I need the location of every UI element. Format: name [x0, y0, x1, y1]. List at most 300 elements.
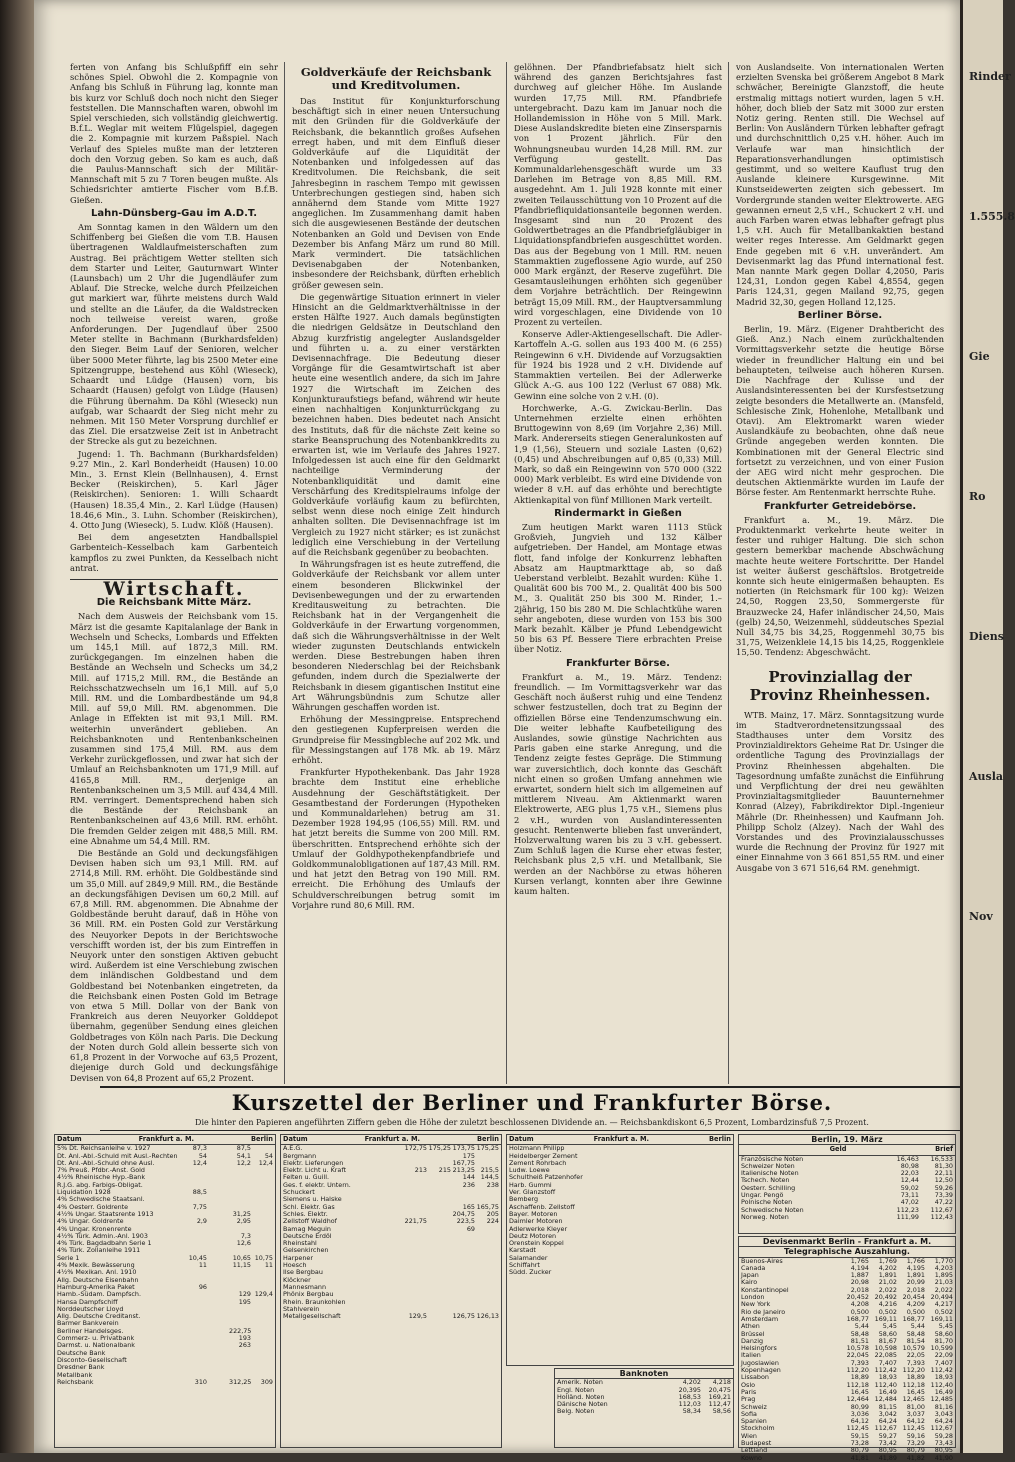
security-name: Belg. Noten — [557, 1407, 595, 1416]
price-cell: 73,42 — [878, 1439, 897, 1448]
price-cell — [427, 1306, 451, 1313]
price-cell — [659, 1262, 683, 1269]
security-name: Hoesch — [283, 1261, 307, 1270]
price-cell — [635, 1167, 659, 1174]
price-cell — [185, 1350, 207, 1357]
price-cell: 41,90 — [934, 1453, 953, 1462]
price-cell: 58,34 — [682, 1407, 701, 1416]
table-row — [281, 1269, 501, 1276]
price-cell — [403, 1255, 427, 1262]
article-text: Nach dem Ausweis der Reichsbank vom 15. März ist die gesamte Kapitalanlage der Bank in Wechseln und Schecks, Lombards und Effekten um 145,1 Mill. auf 1872,3 Mill. RM. zurückgegangen. Im einzelnen haben die Bestände an Wechseln und Schecks um 34,2 Mill. auf 1715,2 Mill. RM., die Bestände an Reichsschatzwechseln um 16,1 Mill. auf 5,0 Mill. RM. und die Lombardbestände um 94,8 Mill. auf 59,0 Mill. RM. abgenommen. Die Anlage in Effekten ist mit 93,1 Mill. RM. weiterhin unverändert geblieben. An Reichsbanknoten und Rentenbankscheinen zusammen sind 175,4 Mill. RM. aus dem Verkehr zurückgeflossen, und zwar hat sich der Umlauf an Reichsbanknoten um 171,9 Mill. auf 4165,8 Mill. RM., derjenige an Rentenbankscheinen um 3,5 Mill. auf 434,4 Mill. RM. verringert. Dementsprechend haben sich die Bestände der Reichsbank an Rentenbankscheinen auf 43,6 Mill. RM. erhöht. Die fremden Gelder zeigen mit 488,5 Mill. RM. eine Abnahme um 54,4 Mill. RM. — [70, 611, 278, 846]
security-name: 4% Oesterr. Goldrente — [57, 1202, 129, 1211]
price-cell: 221,75 — [404, 1217, 427, 1226]
price-cell — [207, 1153, 229, 1160]
header-cell: Berlin — [709, 1135, 731, 1143]
price-cell — [635, 1153, 659, 1160]
price-cell — [207, 1240, 229, 1247]
price-cell — [207, 1291, 229, 1298]
security-name: Liquidation 1928 — [57, 1188, 111, 1197]
price-cell — [683, 1218, 707, 1225]
price-cell: 22,085 — [874, 1351, 897, 1360]
security-name: Kopenhagen — [741, 1366, 781, 1375]
column-divider — [728, 62, 729, 1084]
price-cell — [635, 1255, 659, 1262]
security-name: Sofia — [741, 1409, 757, 1418]
price-cell: 112,18 — [902, 1380, 925, 1389]
price-cell — [475, 1284, 499, 1291]
price-cell: 20,98 — [850, 1278, 869, 1287]
price-cell: 4,203 — [934, 1263, 953, 1272]
security-name: Schl. Elektr. Gas — [283, 1202, 335, 1211]
section-rule — [100, 1086, 964, 1088]
price-cell: 81,70 — [934, 1336, 953, 1345]
article-text: Jugend: 1. Th. Bachmann (Burkhardsfelden) 9.27 Min., 2. Karl Bonderheidt (Hausen) 10.00 Min., 3. Ernst Klein (Bellnhausen), 4. Ernst Becker (Reiskirchen), 5. Karl Jäger (Reiskirchen). Senioren: 1. Willi Schaardt (Hausen) 18.35,4 Min., 2. Karl Lüdge (Hausen) 18.46,6 Min., 3. Luhn. Schomber (Reiskirchen), 4. Otto Jung (Wieseck), 5. Ludw. Klöß (Hausen). — [70, 448, 278, 530]
price-cell — [475, 1291, 499, 1298]
price-cell: 167,75 — [452, 1158, 475, 1167]
price-cell: 73,29 — [906, 1439, 925, 1448]
price-cell: 1,887 — [850, 1271, 869, 1280]
price-cell — [635, 1226, 659, 1233]
security-name: Amsterdam — [741, 1314, 779, 1323]
security-name: Oesterr. Schilling — [741, 1183, 796, 1192]
price-cell: 7,393 — [906, 1358, 925, 1367]
table-row — [507, 1240, 733, 1247]
price-cell — [427, 1211, 451, 1218]
price-cell: 7,75 — [192, 1202, 207, 1211]
price-cell — [185, 1320, 207, 1327]
security-name: Bamag Meguin — [283, 1224, 331, 1233]
price-cell — [251, 1328, 273, 1335]
table-row — [281, 1255, 501, 1262]
security-name: Buenos-Aires — [741, 1256, 783, 1265]
price-cell: 213,25 — [452, 1166, 475, 1175]
price-cell — [683, 1211, 707, 1218]
security-name: Jugoslawien — [741, 1358, 779, 1367]
price-cell — [475, 1255, 499, 1262]
price-cell: 21,02 — [878, 1278, 897, 1287]
article-text: Frankfurter Hypothekenbank. Das Jahr 1928 brachte dem Institut eine erhebliche Ausdehnung der Geschäftstätigkeit. Der Gesamtbestand der Forderungen (Hypotheken und Kommunaldarlehen) betrug am 31. Dezember 1928 194,95 (106,55) Mill. RM. und hat jetzt bereits die Summe von 200 Mill. RM. überschritten. Entsprechend erhöhte sich der Umlauf der Goldhypothekenpfandbriefe und Goldkommunalobligationen auf 187,43 Mill. RM. und hat jetzt den Betrag von 190 Mill. RM. erreicht. Die Erhöhung des Umlaufs der Schuldverschreibungen betrug somit im Vorjahre rund 80,6 Mill. RM. — [292, 767, 500, 910]
price-cell — [427, 1189, 451, 1196]
price-cell: 10,598 — [874, 1344, 897, 1353]
security-name: 4% Mexik. Bewässerung — [57, 1261, 135, 1270]
security-name: Elektr. Lieferungen — [283, 1158, 344, 1167]
security-name: Brüssel — [741, 1329, 765, 1338]
price-cell — [683, 1269, 707, 1276]
price-cell — [207, 1174, 229, 1181]
header-cell: Frankfurt a. M. — [364, 1135, 421, 1143]
adjacent-page-edge — [960, 0, 1015, 1453]
price-cell: 144,5 — [480, 1173, 499, 1182]
page-fragment-text: Rinder — [969, 70, 1011, 83]
price-cell — [403, 1284, 427, 1291]
price-cell — [475, 1262, 499, 1269]
header-cell: Datum — [283, 1135, 308, 1143]
price-cell: 22,09 — [934, 1351, 953, 1360]
security-name: Norddeutscher Lloyd — [57, 1304, 124, 1313]
price-cell: 7,407 — [878, 1358, 897, 1367]
price-cell — [451, 1269, 475, 1276]
price-cell: 73,39 — [934, 1191, 953, 1200]
price-cell — [707, 1167, 731, 1174]
price-cell: 215 — [438, 1166, 451, 1175]
price-cell — [207, 1262, 229, 1269]
section-heading: Rindermarkt in Gießen — [554, 507, 682, 519]
newspaper-page — [34, 0, 960, 1462]
price-cell — [451, 1262, 475, 1269]
price-cell: 168,53 — [678, 1392, 701, 1401]
price-cell — [427, 1233, 451, 1240]
section-heading: Frankfurter Getreidebörse. — [763, 500, 917, 512]
price-cell: 3,036 — [850, 1409, 869, 1418]
price-cell: 22,11 — [934, 1169, 953, 1178]
price-cell: 11 — [198, 1261, 207, 1270]
price-cell — [427, 1218, 451, 1225]
price-cell — [707, 1255, 731, 1262]
price-cell — [207, 1255, 229, 1262]
price-cell — [185, 1174, 207, 1181]
price-cell — [451, 1299, 475, 1306]
price-cell: 1,770 — [934, 1256, 953, 1265]
price-cell — [659, 1255, 683, 1262]
price-cell — [207, 1167, 229, 1174]
column-2 — [292, 62, 500, 912]
price-cell: 5,45 — [882, 1322, 897, 1331]
price-cell: 112,42 — [874, 1366, 897, 1375]
price-cell: 59,26 — [934, 1183, 953, 1192]
security-name: Mannesmann — [283, 1282, 327, 1291]
header-cell: Datum — [57, 1135, 82, 1143]
kurszettel-title: Kurszettel der Berliner und Frankfurter Börse. — [231, 1090, 833, 1115]
price-cell — [185, 1240, 207, 1247]
page-fragment-text: Diens — [969, 630, 1004, 643]
security-name: Ges. f. elektr. Untern. — [283, 1180, 351, 1189]
article-text: Konserve Adler-Aktiengesellschaft. Die Adler-Kartoffeln A.-G. sollen aus 193 400 M. (6 255) Reingewinn 6 v.H. Dividende auf Vorzugsaktien für 1924 bis 1928 und 2 v.H. Dividende auf Stammaktien verteilen. Bei der Adlerwerke Glück A.-G. aus 100 122 (Verlust 67 088) Mk. Gewinn eine solche von 2 v.H. (0). — [514, 329, 722, 401]
price-cell — [207, 1335, 229, 1342]
price-cell — [229, 1196, 251, 1203]
price-cell: 112,67 — [930, 1424, 953, 1433]
price-cell — [207, 1218, 229, 1225]
price-cell — [207, 1247, 229, 1254]
price-cell: 41,82 — [906, 1453, 925, 1462]
security-name: Schiffahrt — [509, 1261, 540, 1270]
price-cell: 2,95 — [236, 1217, 251, 1226]
price-cell — [207, 1357, 229, 1364]
article-text: Frankfurt a. M., 19. März. Tendenz: freundlich. — Im Vormittagsverkehr war das Geschäft noch äußerst ruhig und eine Tendenz schwer festzustellen, doch trat zu Beginn der offiziellen Börse eine Tendenzumschwung ein. Die weiter lebhafte Kaufbeteiligung des Auslandes, sowie günstige Nachrichten aus Paris gaben eine starke Anregung, und die Tendenz zeigte festes Gepräge. Die Stimmung war zuversichtlich, doch konnte das Geschäft nicht einen so großen Umfang annehmen wie erwartet, sondern hielt sich im allgemeinen auf mittlerem Niveau. Am Aktienmarkt waren Elektrowerte, AEG plus 1,75 v.H., Siemens plus 2 v.H., wurden von Auslandinteressenten gesucht. Rentenwerte blieben fast unverändert, Holzverwaltung waren bis zu 3 v.H. gebessert. Zum Schluß lagen die Kurse eher etwas fester, Reichsbank plus 2,5 v.H. und Metallbank, Sie werden an der Nachbörse zu etwas höheren Kursen verlangt, konnten aber ihre Gewinne kaum halten. — [514, 671, 722, 897]
section-heading: Lahn-Dünsberg-Gau im A.D.T. — [91, 207, 257, 219]
price-cell: 129,5 — [408, 1312, 427, 1321]
price-cell: 54 — [264, 1151, 273, 1160]
price-cell — [251, 1204, 273, 1211]
price-cell — [427, 1277, 451, 1284]
price-cell: 168,77 — [902, 1314, 925, 1323]
price-cell — [451, 1277, 475, 1284]
price-cell — [659, 1218, 683, 1225]
price-cell — [207, 1204, 229, 1211]
price-cell — [451, 1247, 475, 1254]
security-name: 4% Türk. Bagdadbahn Serie 1 — [57, 1239, 152, 1248]
price-cell — [427, 1174, 451, 1181]
security-name: Lissabon — [741, 1373, 769, 1382]
price-cell — [207, 1211, 229, 1218]
price-cell: 0,502 — [934, 1307, 953, 1316]
article-text: von Auslandseite. Von internationalen Werten erzielten Svenska bei größerem Angebot 8 Mark schwächer, Bereinigte Glanzstoff, die heute erstmalig mittags notiert wurden, lagen 5 v.H. höher, doch blieb der Satz mit 3000 zur ersten Notiz gering. Renten still. Die Wechsel auf Berlin: Von Ausländern Türken lebhafter gefragt und durchschnittlich 0,25 v.H. höher. Auch im Verlaufe war man hinsichtlich der Reparationsverhandlungen optimistisch gestimmt, und so weitere Kauflust trug den Auslande kleinere Kursgewinne. Mit Kunstseidewerten zeigten sich gebessert. Im Vordergrunde standen weiter Elektrowerte. AEG gewannen erneut 2,5 v.H., Schuckert 2 v.H. und auch Farben waren etwas lebhafter gefragt plus 1,5 v.H. Auch für Metallbankaktien bestand weiter reges Interesse. Am Geldmarkt gegen Ende gegeben mit 6 v.H. unverändert. Am Devisenmarkt lag das Pfund international fest. Man nannte Mark gegen Dollar 4,2050, Paris 124,31, London gegen Kabel 4,8554, gegen Paris 124,31, gegen Mailand 92,75, gegen Madrid 32,30, gegen Holland 12,125. — [736, 62, 944, 307]
price-cell: 0,500 — [850, 1307, 869, 1316]
price-cell: 20,452 — [846, 1293, 869, 1302]
price-cell — [707, 1233, 731, 1240]
price-cell: 73,28 — [850, 1439, 869, 1448]
price-cell: 309 — [260, 1377, 273, 1386]
price-cell — [427, 1291, 451, 1298]
price-cell: 41,89 — [878, 1453, 897, 1462]
price-cell — [683, 1167, 707, 1174]
price-cell: 112,40 — [930, 1380, 953, 1389]
column-divider — [506, 62, 507, 1084]
price-cell — [475, 1153, 499, 1160]
price-cell — [185, 1233, 207, 1240]
security-name: Zellstoff Waldhof — [283, 1217, 337, 1226]
price-cell — [635, 1174, 659, 1181]
article-text: Bei dem angesetzten Handballspiel Garbenteich–Kesselbach kam Garbenteich kampflos zu zwei Punkten, da Kesselbach nicht antrat. — [70, 532, 278, 573]
price-cell: 3,037 — [906, 1409, 925, 1418]
price-cell: 80,95 — [878, 1446, 897, 1455]
security-name: Orenstein Koppel — [509, 1239, 564, 1248]
table-row — [507, 1255, 733, 1262]
price-cell: 112,03 — [678, 1400, 701, 1409]
price-cell — [475, 1299, 499, 1306]
price-cell: 175 — [462, 1151, 475, 1160]
price-cell — [207, 1328, 229, 1335]
security-name: Elektr. Licht u. Kraft — [283, 1166, 346, 1175]
price-cell: 0,502 — [878, 1307, 897, 1316]
price-cell: 54,1 — [236, 1151, 251, 1160]
price-cell: 59,16 — [906, 1431, 925, 1440]
price-cell: 18,89 — [850, 1373, 869, 1382]
article-text: ferten von Anfang bis Schlußpfiff ein sehr schönes Spiel. Obwohl die 2. Kompagnie von Anfang bis Schluß in Führung lag, konnte man bis kurz vor Schluß doch noch nicht den Sieger feststellen. Die Mannschaften waren, obwohl im Spiel verschieden, sich vollständig gleichwertig. B.f.L. Weglar mit weitem Flügelspiel, dagegen die 2. Kompagnie mit kurzem Paßspiel. Nach Verlauf des Spieles mußte man der letzteren doch den Vorzug geben. So kam es auch, daß die Paulus-Mannschaft sich der Militär-Mannschaft mit 5 zu 7 Toren beugen mußte. Als Schiedsrichter amtierte Fischer vom B.f.B. Gießen. — [70, 62, 278, 205]
security-name: Barmer Bankverein — [57, 1319, 119, 1328]
price-cell — [635, 1211, 659, 1218]
price-cell: 1,891 — [906, 1271, 925, 1280]
price-cell: 7,407 — [934, 1358, 953, 1367]
table-row — [55, 1379, 275, 1386]
price-cell — [185, 1342, 207, 1349]
page-fragment-text: Gie — [969, 350, 990, 363]
security-name: Bayer. Motoren — [509, 1209, 558, 1218]
price-cell — [207, 1233, 229, 1240]
price-cell: 1,895 — [934, 1271, 953, 1280]
price-cell: 1,765 — [850, 1256, 869, 1265]
security-name: Danzig — [741, 1336, 764, 1345]
security-name: Hamburg-Amerika Paket — [57, 1282, 135, 1291]
security-name: Daimler Motoren — [509, 1217, 563, 1226]
stock-table-industrie — [280, 1134, 502, 1448]
price-cell: 7,393 — [850, 1358, 869, 1367]
security-name: Gelsenkirchen — [283, 1246, 329, 1255]
security-name: Adlerwerke Kleyer — [509, 1224, 568, 1233]
header-cell: Berlin — [251, 1135, 273, 1143]
security-name: Lettland — [741, 1446, 768, 1455]
price-cell — [207, 1196, 229, 1203]
price-cell: 173,75 — [452, 1144, 475, 1153]
price-cell — [659, 1204, 683, 1211]
price-cell — [707, 1218, 731, 1225]
price-cell: 4,218 — [712, 1378, 731, 1387]
security-name: Bemberg — [509, 1195, 539, 1204]
security-name: Spanien — [741, 1417, 767, 1426]
price-cell: 126,13 — [476, 1312, 499, 1321]
price-cell: 96 — [198, 1282, 207, 1291]
security-name: New York — [741, 1300, 771, 1309]
price-cell: 12,4 — [258, 1158, 273, 1167]
price-cell — [707, 1247, 731, 1254]
price-cell: 80,79 — [906, 1446, 925, 1455]
price-cell: 16,45 — [906, 1387, 925, 1396]
price-cell: 88,5 — [192, 1188, 207, 1197]
price-cell — [451, 1240, 475, 1247]
price-cell — [451, 1284, 475, 1291]
price-cell — [207, 1364, 229, 1371]
column-4 — [736, 62, 944, 875]
security-name: Dt. Anl.-Abl.-Schuld mit Ausl.-Rechten — [57, 1151, 178, 1160]
price-cell: 193 — [238, 1334, 251, 1343]
security-name: Stahlverein — [283, 1304, 320, 1313]
article-text: Das Institut für Konjunkturforschung beschäftigt sich in einer neuen Untersuchung mit den Gründen für die Goldverkäufe der Reichsbank, die bekanntlich großes Aufsehen erregt haben, und mit dem Einfluß dieser Goldverkäufe auf die Liquidität der Notenbanken und infolgedessen auf das Kreditvolumen. Die Reichsbank, die seit Jahresbeginn in raschem Tempo mit gewissen Unterbrechungen gestiegen sind, haben sich annähernd dem Stande vom Mitte 1927 angeglichen. Im Zusammenhang damit haben sich die ausgewiesenen Bestände der deutschen Notenbanken an Gold und Devisen von Ende Dezember bis Anfang März um rund 80 Mill. Mark vermindert. Die tatsächlichen Devisenabgaben der Notenbanken, insbesondere der Reichsbank, dürften erheblich größer gewesen sein. — [292, 96, 500, 290]
price-cell — [229, 1277, 251, 1284]
price-cell: 58,48 — [850, 1329, 869, 1338]
price-cell: 129 — [238, 1290, 251, 1299]
price-cell: 22,05 — [906, 1351, 925, 1360]
price-cell: 112,47 — [708, 1400, 731, 1409]
page-fragment-text: Ro — [969, 490, 986, 503]
price-cell — [251, 1218, 273, 1225]
price-cell — [707, 1226, 731, 1233]
price-cell: 12,2 — [236, 1158, 251, 1167]
security-name: Kairo — [741, 1278, 758, 1287]
price-cell — [403, 1277, 427, 1284]
price-cell: 20,475 — [708, 1385, 731, 1394]
price-cell — [635, 1182, 659, 1189]
price-cell: 172,75 — [404, 1144, 427, 1153]
price-cell: 73,43 — [934, 1439, 953, 1448]
price-cell — [659, 1189, 683, 1196]
security-name: Holländ. Noten — [557, 1392, 605, 1401]
price-cell — [683, 1153, 707, 1160]
security-name: 4% Ungar. Goldrente — [57, 1217, 124, 1226]
price-cell: 59,27 — [878, 1431, 897, 1440]
price-cell — [185, 1328, 207, 1335]
security-name: Holzmann Philipp — [509, 1144, 565, 1153]
price-cell — [635, 1233, 659, 1240]
security-name: Rheinstahl — [283, 1239, 317, 1248]
security-name: Ilse Bergbau — [283, 1268, 323, 1277]
price-cell: 169,11 — [930, 1314, 953, 1323]
price-cell: 73,11 — [900, 1191, 919, 1200]
price-cell: 10,75 — [254, 1253, 273, 1262]
price-cell — [475, 1189, 499, 1196]
price-cell: 18,89 — [906, 1373, 925, 1382]
price-cell: 112,45 — [902, 1424, 925, 1433]
price-cell — [229, 1350, 251, 1357]
price-cell — [707, 1145, 731, 1152]
security-name: Stockholm — [741, 1424, 775, 1433]
price-cell — [707, 1269, 731, 1276]
section-heading: Frankfurter Börse. — [566, 657, 670, 669]
price-cell — [403, 1233, 427, 1240]
price-cell — [635, 1189, 659, 1196]
price-cell: 81,67 — [878, 1336, 897, 1345]
price-cell: 80,99 — [850, 1402, 869, 1411]
price-cell: 10,578 — [846, 1344, 869, 1353]
price-cell: 195 — [238, 1297, 251, 1306]
security-name: Darmst. u. Nationalbank — [57, 1341, 135, 1350]
price-cell — [635, 1218, 659, 1225]
price-cell — [185, 1291, 207, 1298]
price-cell — [403, 1299, 427, 1306]
security-name: Paris — [741, 1387, 757, 1396]
price-cell: 2,018 — [850, 1285, 869, 1294]
security-name: Ludw. Loewe — [509, 1166, 550, 1175]
security-name: Harpener — [283, 1253, 313, 1262]
table-row — [555, 1408, 733, 1415]
price-cell: 18,93 — [878, 1373, 897, 1382]
security-name: 4% Türk. Zollanleihe 1911 — [57, 1246, 141, 1255]
price-cell — [683, 1196, 707, 1203]
section-rule — [100, 1130, 964, 1131]
security-name: Ungar. Pengö — [741, 1191, 784, 1200]
price-cell — [659, 1153, 683, 1160]
security-name: 7% Preuß. Pfdbr.-Anst. Gold — [57, 1166, 145, 1175]
price-cell: 81,51 — [850, 1336, 869, 1345]
price-cell — [707, 1240, 731, 1247]
price-cell — [683, 1204, 707, 1211]
price-cell — [683, 1160, 707, 1167]
price-cell: 16,49 — [934, 1387, 953, 1396]
price-cell: 69 — [466, 1224, 475, 1233]
security-name: Commerz- u. Privatbank — [57, 1334, 135, 1343]
security-name: Schles. Elektr. — [283, 1209, 328, 1218]
price-cell: 168,77 — [846, 1314, 869, 1323]
price-cell — [635, 1262, 659, 1269]
price-cell: 112,45 — [846, 1424, 869, 1433]
price-cell — [207, 1182, 229, 1189]
price-cell — [207, 1306, 229, 1313]
price-cell: 3,042 — [878, 1409, 897, 1418]
price-cell: 2,022 — [934, 1285, 953, 1294]
price-cell — [229, 1269, 251, 1276]
price-cell — [185, 1313, 207, 1320]
price-cell: 16,463 — [896, 1154, 919, 1163]
price-cell — [207, 1379, 229, 1386]
price-cell: 1,766 — [906, 1256, 925, 1265]
price-cell: 2,018 — [906, 1285, 925, 1294]
price-cell — [427, 1269, 451, 1276]
price-cell — [475, 1247, 499, 1254]
price-cell — [475, 1240, 499, 1247]
security-name: Schwedische Noten — [741, 1205, 804, 1214]
price-cell: 47,02 — [900, 1198, 919, 1207]
price-cell — [207, 1342, 229, 1349]
security-name: Amerik. Noten — [557, 1378, 603, 1387]
price-cell — [659, 1247, 683, 1254]
security-name: Helsingfors — [741, 1344, 777, 1353]
security-name: Harb. Gummi — [509, 1180, 552, 1189]
price-cell — [635, 1160, 659, 1167]
price-cell — [475, 1233, 499, 1240]
price-cell — [207, 1350, 229, 1357]
price-cell — [229, 1182, 251, 1189]
article-headline: Provinziallag der Provinz Rheinhessen. — [749, 667, 931, 704]
table-row — [739, 1214, 955, 1221]
banknoten-table — [554, 1368, 734, 1448]
